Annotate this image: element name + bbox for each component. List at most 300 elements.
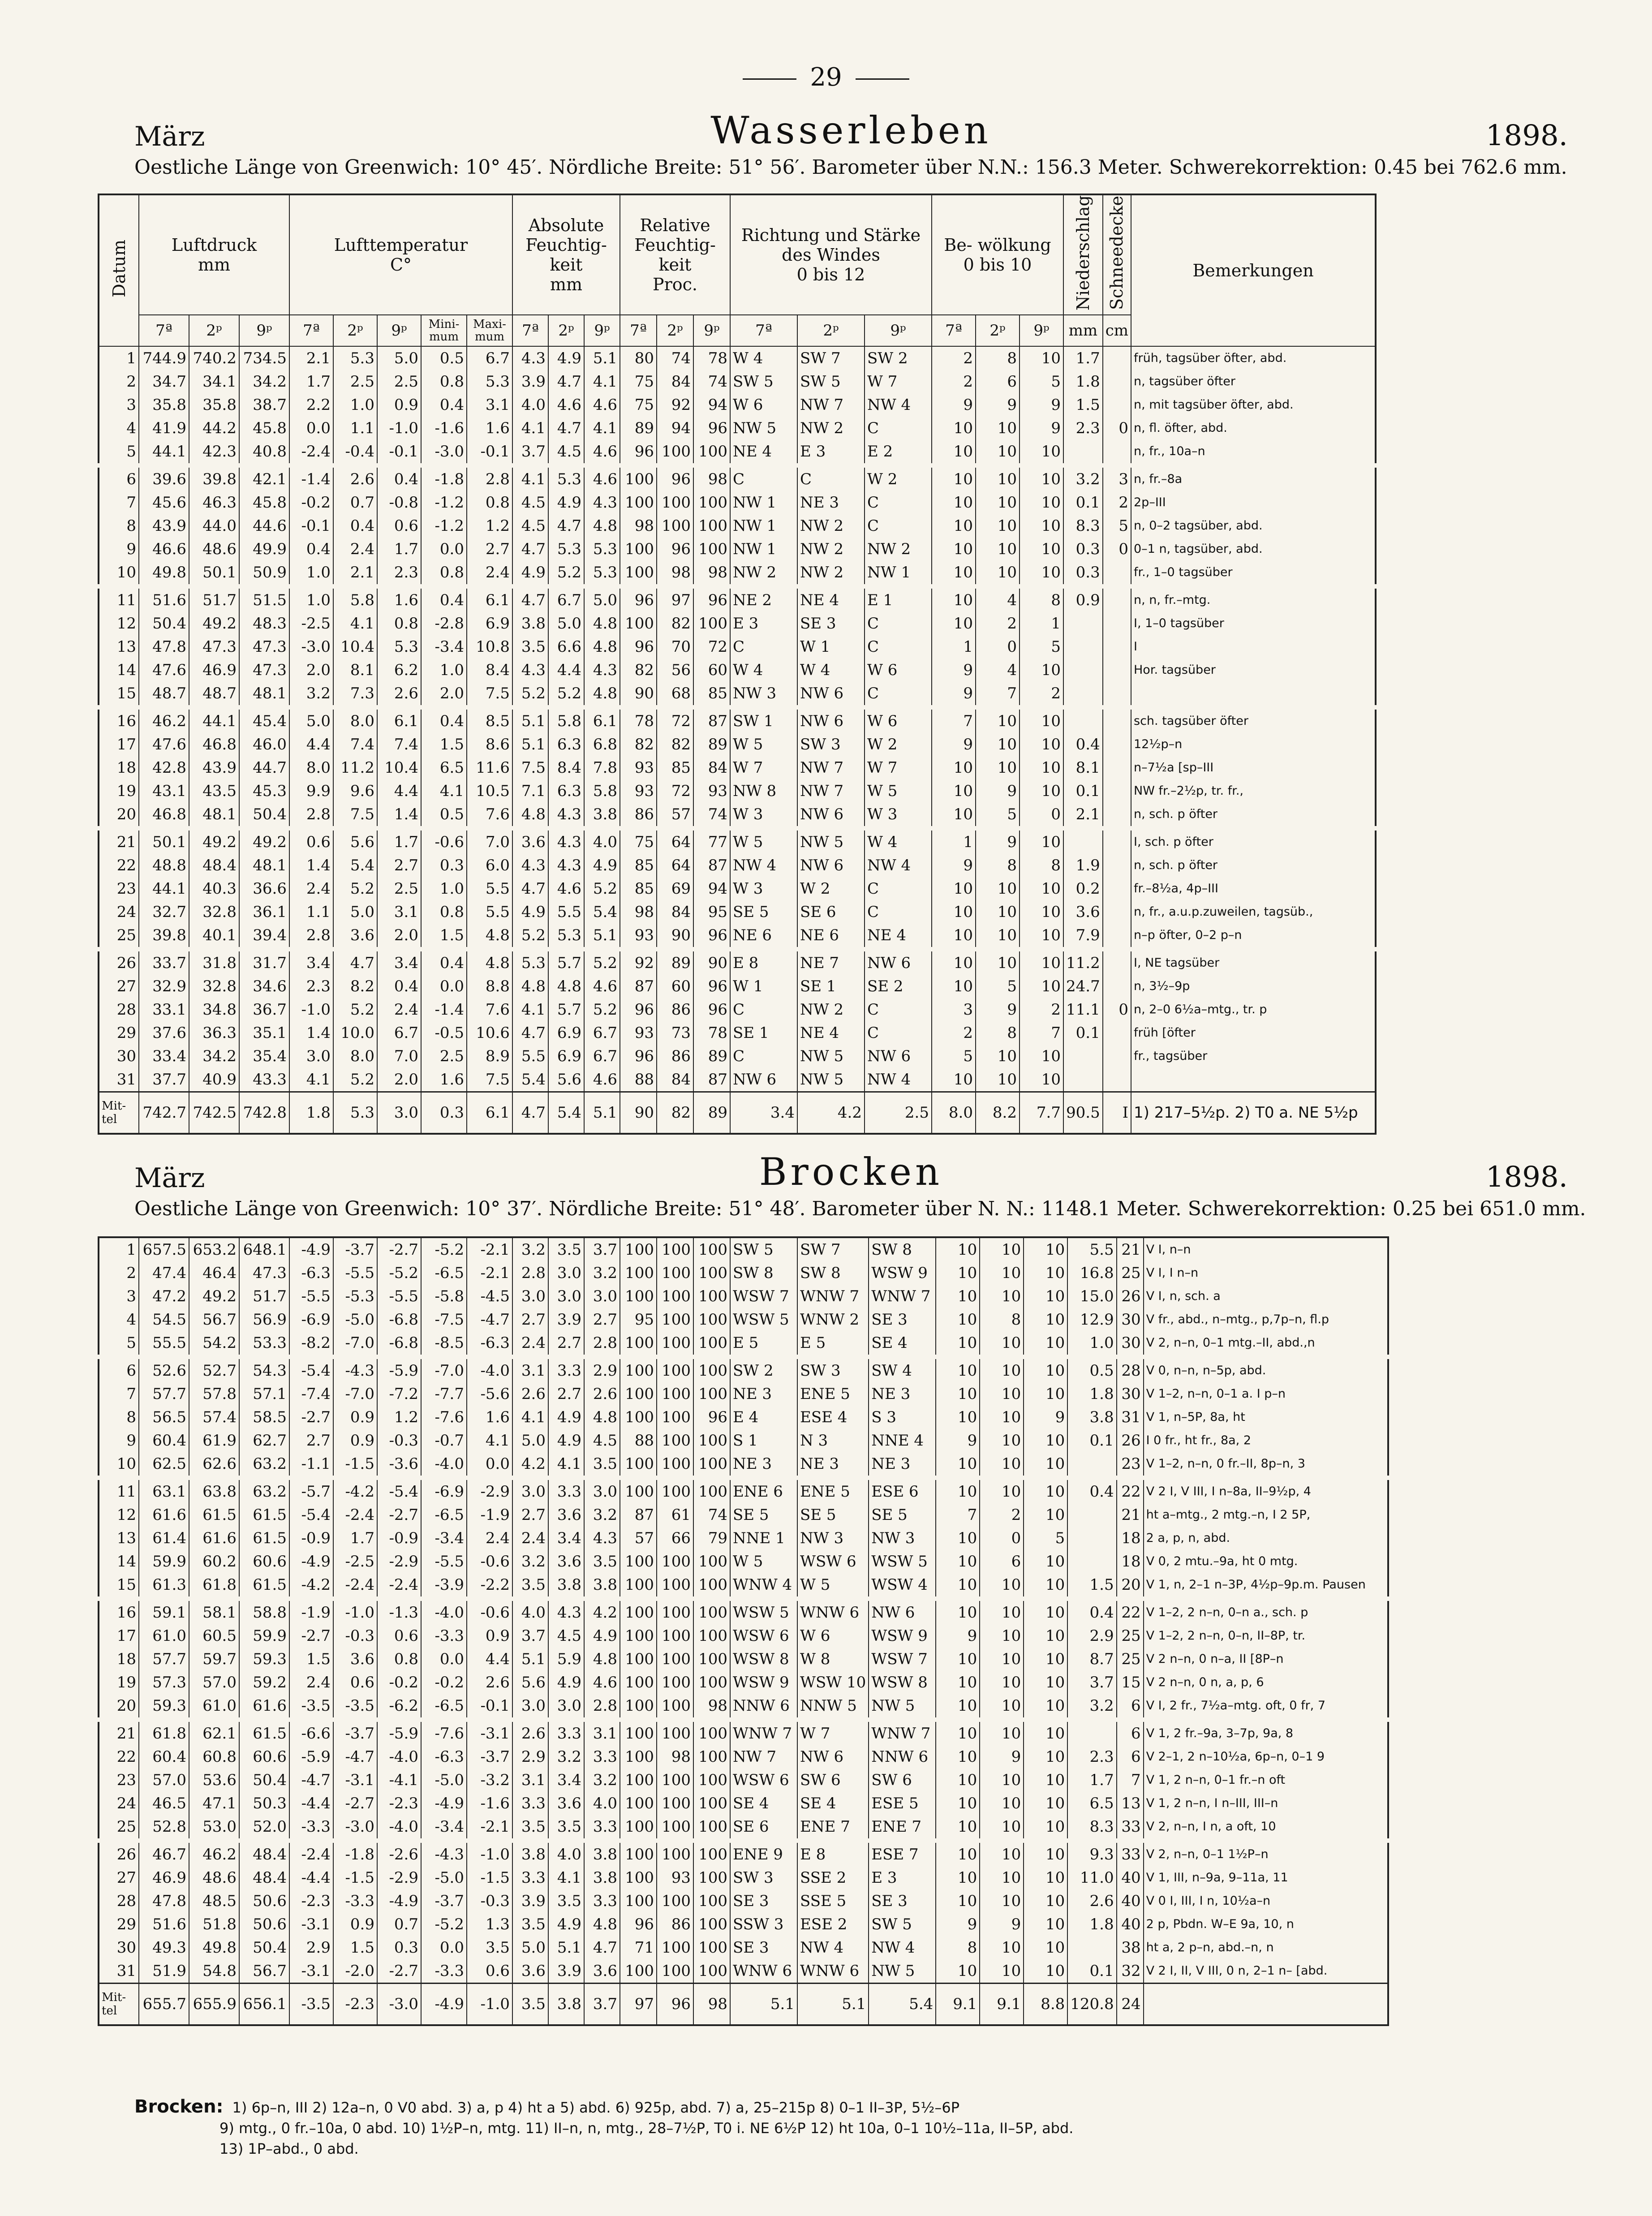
table-cell: [1103, 612, 1131, 635]
table-cell: 50.4: [239, 803, 289, 828]
table-cell: NW 6: [797, 854, 865, 877]
table-cell: 2.5: [377, 370, 421, 393]
table-cell: 92: [620, 949, 657, 975]
table-cell: -1.5: [467, 1866, 512, 1889]
table-cell: 96: [657, 538, 693, 561]
table-cell: 7.5: [467, 1068, 512, 1092]
table-cell: 100: [620, 1478, 657, 1503]
table-cell: 10: [1020, 779, 1063, 803]
table-cell: 17: [99, 733, 139, 756]
table-cell: 2.6: [512, 1720, 548, 1745]
table-cell: -5.3: [333, 1285, 377, 1308]
table-cell: 0.0: [421, 1936, 467, 1959]
table-cell: 10: [936, 1452, 980, 1478]
table-cell: W 6: [865, 658, 932, 682]
table-cell: SW 5: [797, 370, 865, 393]
table-cell: 5.2: [548, 682, 584, 707]
table-cell: 1.7: [377, 538, 421, 561]
table-cell: -4.2: [289, 1573, 333, 1599]
table-cell: NW 5: [797, 1045, 865, 1068]
table-cell: 56: [657, 658, 693, 682]
table-cell: 46.3: [189, 491, 239, 514]
table-cell: 48.7: [139, 682, 189, 707]
table-cell: 10: [976, 561, 1020, 586]
table-row: [99, 1237, 1388, 1261]
table-cell: 100: [693, 538, 730, 561]
table-cell: 25: [1117, 1648, 1144, 1671]
table-cell: 100: [620, 1285, 657, 1308]
table-cell: 98: [693, 1694, 730, 1720]
table-cell: NW 3: [869, 1527, 936, 1550]
table-cell: 4.0: [512, 393, 548, 417]
table-cell: 4.0: [584, 828, 620, 854]
table-cell: 3.2: [584, 1503, 620, 1527]
table-cell: W 8: [797, 1648, 869, 1671]
table-cell: 10: [1024, 1866, 1067, 1889]
table-cell: SE 5: [797, 1503, 869, 1527]
table-cell: 3.6: [548, 1503, 584, 1527]
table-cell: 98: [657, 561, 693, 586]
table-cell: 59.3: [239, 1648, 289, 1671]
table-cell: 5.6: [512, 1671, 548, 1694]
table-cell: 14: [99, 658, 139, 682]
table-cell: 50.4: [239, 1768, 289, 1792]
table-cell: C: [730, 465, 797, 491]
table-cell: 11.0: [1067, 1866, 1116, 1889]
mean-cell: 24: [1117, 1984, 1144, 2026]
table-cell: 5: [99, 440, 139, 465]
table-cell: C: [865, 514, 932, 538]
table-cell: WSW 6: [797, 1550, 869, 1573]
table-cell: V I, I n–n: [1144, 1261, 1388, 1285]
table-cell: N 3: [797, 1429, 869, 1452]
table-cell: 100: [693, 514, 730, 538]
table-cell: W 4: [797, 658, 865, 682]
table-cell: 51.6: [139, 1913, 189, 1936]
table-cell: 16.8: [1067, 1261, 1116, 1285]
table-cell: 10: [1020, 828, 1063, 854]
table-cell: -5.5: [377, 1285, 421, 1308]
mean-label: Mit- tel: [99, 1984, 139, 2026]
table-cell: ENE 9: [730, 1841, 797, 1866]
table-cell: 38: [1117, 1936, 1144, 1959]
table-cell: 2.3: [289, 975, 333, 998]
table-row: [99, 1573, 1388, 1599]
table-cell: 100: [693, 1624, 730, 1648]
table-cell: 48.1: [189, 803, 239, 828]
table-cell: 4.1: [512, 1406, 548, 1429]
table-cell: 4.1: [289, 1068, 333, 1092]
table-row: [99, 1599, 1388, 1624]
table-cell: 40: [1117, 1889, 1144, 1913]
table-cell: -0.6: [467, 1550, 512, 1573]
table-cell: 100: [657, 1599, 693, 1624]
table-cell: 0: [1020, 803, 1063, 828]
table-cell: 10: [1020, 491, 1063, 514]
table-cell: 20: [1117, 1573, 1144, 1599]
table-cell: -6.8: [377, 1308, 421, 1331]
table-cell: -5.5: [289, 1285, 333, 1308]
table-cell: NW 1: [730, 491, 797, 514]
table-cell: SE 4: [797, 1792, 869, 1815]
table-cell: n, tagsüber öfter: [1131, 370, 1376, 393]
table-cell: 62.7: [239, 1429, 289, 1452]
table-cell: 40.8: [239, 440, 289, 465]
table-cell: -0.6: [467, 1599, 512, 1624]
table-cell: 79: [693, 1527, 730, 1550]
table-cell: NW 6: [865, 1045, 932, 1068]
table-cell: 87: [620, 1503, 657, 1527]
table-row: [99, 707, 1376, 733]
table-cell: 2.6: [377, 682, 421, 707]
table-cell: -3.7: [333, 1237, 377, 1261]
table-cell: 10: [980, 1573, 1024, 1599]
table-cell: NNE 1: [730, 1527, 797, 1550]
table-cell: n, 0–2 tagsüber, abd.: [1131, 514, 1376, 538]
table-cell: 8: [976, 1021, 1020, 1045]
table-cell: 19: [99, 779, 139, 803]
table-cell: 10: [1020, 877, 1063, 900]
table-cell: 3: [932, 998, 976, 1021]
table-cell: 100: [620, 538, 657, 561]
table-cell: 10: [1020, 465, 1063, 491]
table-cell: 72: [657, 707, 693, 733]
table-cell: E 1: [865, 586, 932, 612]
table-cell: 2.2: [289, 393, 333, 417]
table-cell: 27: [99, 1866, 139, 1889]
table-cell: 82: [657, 612, 693, 635]
table-cell: 1.5: [421, 733, 467, 756]
table-cell: 48.4: [239, 1866, 289, 1889]
table-cell: 0.7: [377, 1913, 421, 1936]
table-cell: NW 2: [730, 561, 797, 586]
table-cell: 75: [620, 370, 657, 393]
table-cell: 0.3: [1063, 561, 1103, 586]
table-cell: 5.0: [377, 346, 421, 370]
table-cell: [1067, 1936, 1116, 1959]
table-cell: 1.3: [467, 1913, 512, 1936]
table-cell: 10.8: [467, 635, 512, 658]
table-cell: 34.6: [239, 975, 289, 998]
sub-7a: 7ª: [730, 315, 797, 346]
table-cell: 47.3: [239, 658, 289, 682]
table-cell: 100: [620, 1452, 657, 1478]
table-cell: 6.3: [548, 733, 584, 756]
table-cell: 35.4: [239, 1045, 289, 1068]
table-cell: früh [öfter: [1131, 1021, 1376, 1045]
table-cell: -2.7: [377, 1503, 421, 1527]
table-cell: WSW 5: [869, 1550, 936, 1573]
table-cell: 1.7: [1067, 1768, 1116, 1792]
table-cell: 100: [693, 491, 730, 514]
table-cell: WSW 4: [869, 1573, 936, 1599]
table-cell: 45.3: [239, 779, 289, 803]
table-cell: NW 1: [865, 561, 932, 586]
table-cell: 3.2: [512, 1237, 548, 1261]
table-cell: 69: [657, 877, 693, 900]
table-cell: NW 6: [797, 803, 865, 828]
table-cell: 26: [1117, 1285, 1144, 1308]
table-cell: 3.3: [548, 1357, 584, 1382]
table-row: [99, 1045, 1376, 1068]
table-cell: 7: [932, 707, 976, 733]
table-cell: 61.8: [139, 1720, 189, 1745]
table-cell: 1.5: [333, 1936, 377, 1959]
table-cell: n, sch. p öfter: [1131, 803, 1376, 828]
table-cell: 5: [1024, 1527, 1067, 1550]
table-cell: 6.5: [1067, 1792, 1116, 1815]
table-cell: WNW 6: [797, 1599, 869, 1624]
table-cell: 20: [99, 803, 139, 828]
table-cell: 10: [976, 1068, 1020, 1092]
table-cell: 7.6: [467, 998, 512, 1021]
col-datum: Datum: [99, 194, 139, 346]
table-cell: 5.2: [584, 949, 620, 975]
table-cell: 3.9: [512, 1889, 548, 1913]
table-cell: 18: [1117, 1527, 1144, 1550]
table-cell: 89: [620, 417, 657, 440]
table-cell: -4.4: [289, 1792, 333, 1815]
table-cell: -2.6: [377, 1841, 421, 1866]
table-cell: 100: [657, 1936, 693, 1959]
table-cell: 4: [99, 417, 139, 440]
table-cell: 57.0: [189, 1671, 239, 1694]
table-cell: SSE 5: [797, 1889, 869, 1913]
table-cell: 6.8: [584, 733, 620, 756]
table-cell: -3.9: [421, 1573, 467, 1599]
table-cell: 4.8: [584, 514, 620, 538]
col-lufttemperatur: Lufttemperatur C°: [289, 194, 512, 315]
table-cell: -5.2: [421, 1913, 467, 1936]
table-cell: WSW 8: [869, 1671, 936, 1694]
table-cell: 9: [1024, 1406, 1067, 1429]
table-row: [99, 1550, 1388, 1573]
table-cell: 82: [620, 733, 657, 756]
table-cell: 72: [657, 779, 693, 803]
table-cell: 4.8: [512, 975, 548, 998]
sub-mm: mm: [1063, 315, 1103, 346]
table-cell: 6: [99, 1357, 139, 1382]
table-cell: -0.8: [377, 491, 421, 514]
table-cell: 96: [693, 924, 730, 949]
mean-cell: 82: [657, 1092, 693, 1134]
table-cell: 4.6: [584, 465, 620, 491]
table-cell: 100: [620, 1648, 657, 1671]
table-cell: 35.8: [189, 393, 239, 417]
table-cell: 50.1: [189, 561, 239, 586]
table-cell: 0–1 n, tagsüber, abd.: [1131, 538, 1376, 561]
table-cell: 58.8: [239, 1599, 289, 1624]
table-cell: 5.1: [512, 1648, 548, 1671]
table-cell: 10.4: [377, 756, 421, 779]
table-cell: 5: [99, 1331, 139, 1357]
table-cell: 0.0: [289, 417, 333, 440]
table-cell: 2.7: [512, 1308, 548, 1331]
table-cell: 46.9: [139, 1866, 189, 1889]
table-cell: 100: [693, 1768, 730, 1792]
table-cell: 10: [1024, 1285, 1067, 1308]
table-cell: 96: [693, 417, 730, 440]
table-cell: SE 5: [730, 1503, 797, 1527]
table-row: [99, 1624, 1388, 1648]
table-cell: 1.8: [1067, 1913, 1116, 1936]
table-cell: 8.1: [333, 658, 377, 682]
table-cell: -5.4: [377, 1478, 421, 1503]
table-cell: NW 2: [797, 998, 865, 1021]
mean-cell: 3.8: [548, 1984, 584, 2026]
table-cell: 100: [657, 1382, 693, 1406]
table-cell: 96: [693, 1406, 730, 1429]
table-cell: 6: [1117, 1720, 1144, 1745]
table-cell: 10: [1024, 1792, 1067, 1815]
table-cell: -7.2: [377, 1382, 421, 1406]
table-cell: -5.9: [377, 1720, 421, 1745]
table-cell: 0.8: [467, 491, 512, 514]
table-cell: 9: [936, 1624, 980, 1648]
table-cell: 9: [936, 1913, 980, 1936]
table-cell: 4.3: [548, 828, 584, 854]
table-cell: 59.9: [239, 1624, 289, 1648]
table-cell: 49.8: [139, 561, 189, 586]
table-cell: 1.6: [421, 1068, 467, 1092]
table-cell: 4.7: [333, 949, 377, 975]
table-cell: V 2–1, 2 n–10½a, 6p–n, 0–1 9: [1144, 1745, 1388, 1768]
table-row: [99, 1357, 1388, 1382]
table-cell: -1.5: [333, 1866, 377, 1889]
table-cell: NW 6: [797, 682, 865, 707]
table-cell: 52.7: [189, 1357, 239, 1382]
table-cell: V 1, 2 n–n, 0–1 fr.–n oft: [1144, 1768, 1388, 1792]
table-cell: früh, tagsüber öfter, abd.: [1131, 346, 1376, 370]
mean-cell: 6.1: [467, 1092, 512, 1134]
footnote-line-1: [134, 2096, 1568, 2118]
table-cell: 44.1: [139, 877, 189, 900]
table-cell: 59.3: [139, 1694, 189, 1720]
table-cell: 31: [99, 1068, 139, 1092]
table-cell: 10: [1024, 1550, 1067, 1573]
table-cell: 100: [657, 1671, 693, 1694]
table-cell: -2.0: [333, 1959, 377, 1984]
table-cell: 29: [99, 1021, 139, 1045]
table-cell: 31.7: [239, 949, 289, 975]
table-cell: 4.1: [512, 998, 548, 1021]
table-cell: 6.3: [548, 779, 584, 803]
page-number: 29: [810, 63, 842, 92]
table-cell: 3.8: [512, 612, 548, 635]
table-cell: -2.1: [467, 1261, 512, 1285]
table-cell: 5.3: [548, 538, 584, 561]
table-cell: 4.3: [512, 854, 548, 877]
table-cell: 49.2: [189, 828, 239, 854]
table-cell: ESE 7: [869, 1841, 936, 1866]
table-cell: -5.2: [421, 1237, 467, 1261]
table-cell: 60.6: [239, 1745, 289, 1768]
table-cell: -2.1: [467, 1815, 512, 1841]
table-cell: 5.2: [584, 998, 620, 1021]
table-cell: 45.8: [239, 491, 289, 514]
sub-2p: 2ᵖ: [657, 315, 693, 346]
table-cell: 10: [932, 1068, 976, 1092]
table-cell: 73: [657, 1021, 693, 1045]
table-cell: 3.0: [548, 1285, 584, 1308]
table-cell: 2.7: [512, 1503, 548, 1527]
table-cell: -4.7: [289, 1768, 333, 1792]
table-cell: ht a–mtg., 2 mtg.–n, I 2 5P,: [1144, 1503, 1388, 1527]
table-cell: [1063, 1068, 1103, 1092]
mean-cell: -2.3: [333, 1984, 377, 2026]
table-cell: 3.3: [584, 1815, 620, 1841]
table-cell: 1.0: [333, 393, 377, 417]
table-cell: 10: [932, 756, 976, 779]
brocken-table: [98, 1236, 1389, 2026]
table-cell: 94: [693, 877, 730, 900]
table-cell: 7.5: [333, 803, 377, 828]
table-cell: -5.4: [289, 1357, 333, 1382]
table-cell: NE 6: [730, 924, 797, 949]
table-row: [99, 1936, 1388, 1959]
footnote-line-2: 9) mtg., 0 fr.–10a, 0 abd. 10) 1½P–n, mtg. 11) II–n, n, mtg., 28–7½P, T0 i. NE 6½P 12) ht 10a, 0–1 10½–11a, II–5P, abd.: [219, 2120, 1074, 2137]
table-cell: 4.5: [512, 514, 548, 538]
table-cell: SW 2: [865, 346, 932, 370]
table-cell: 80: [620, 346, 657, 370]
table-cell: -4.1: [377, 1768, 421, 1792]
table-cell: V 0, n–n, n–5p, abd.: [1144, 1357, 1388, 1382]
table-cell: -8.2: [289, 1331, 333, 1357]
table-cell: W 3: [865, 803, 932, 828]
table-cell: 2.1: [333, 561, 377, 586]
table-cell: 10: [980, 1815, 1024, 1841]
table-cell: -3.1: [467, 1720, 512, 1745]
table-row: [99, 440, 1376, 465]
table-cell: 15: [99, 682, 139, 707]
table-cell: [1063, 1045, 1103, 1068]
table-cell: SW 3: [797, 1357, 869, 1382]
table-cell: 96: [620, 635, 657, 658]
table-cell: 2 a, p, n, abd.: [1144, 1527, 1388, 1550]
table-cell: n, mit tagsüber öfter, abd.: [1131, 393, 1376, 417]
table-cell: [1103, 877, 1131, 900]
table-cell: 72: [693, 635, 730, 658]
table-cell: 6.7: [584, 1045, 620, 1068]
table-cell: 744.9: [139, 346, 189, 370]
table-cell: 21: [1117, 1503, 1144, 1527]
table-cell: 3.7: [512, 1624, 548, 1648]
table-cell: 10: [976, 491, 1020, 514]
table-cell: 3.4: [548, 1768, 584, 1792]
table-cell: 35.8: [139, 393, 189, 417]
table-cell: 5.3: [584, 561, 620, 586]
table-cell: 2.4: [467, 1527, 512, 1550]
table-cell: 68: [657, 682, 693, 707]
table-cell: 46.8: [189, 733, 239, 756]
table-cell: -7.0: [333, 1382, 377, 1406]
table-cell: V 0 I, III, I n, 10½a–n: [1144, 1889, 1388, 1913]
table-cell: 47.2: [139, 1285, 189, 1308]
table-cell: -4.0: [421, 1452, 467, 1478]
table-cell: 0.5: [421, 346, 467, 370]
table-cell: 10: [1020, 707, 1063, 733]
sub-7a: 7ª: [620, 315, 657, 346]
table-cell: -3.0: [289, 635, 333, 658]
table-cell: 59.9: [139, 1550, 189, 1573]
table-cell: 100: [620, 1357, 657, 1382]
table-cell: NW 4: [797, 1936, 869, 1959]
table-cell: 3.3: [548, 1478, 584, 1503]
table-cell: 2: [932, 1021, 976, 1045]
table-cell: C: [865, 1021, 932, 1045]
table-cell: 8.0: [333, 707, 377, 733]
table-cell: -3.1: [289, 1913, 333, 1936]
